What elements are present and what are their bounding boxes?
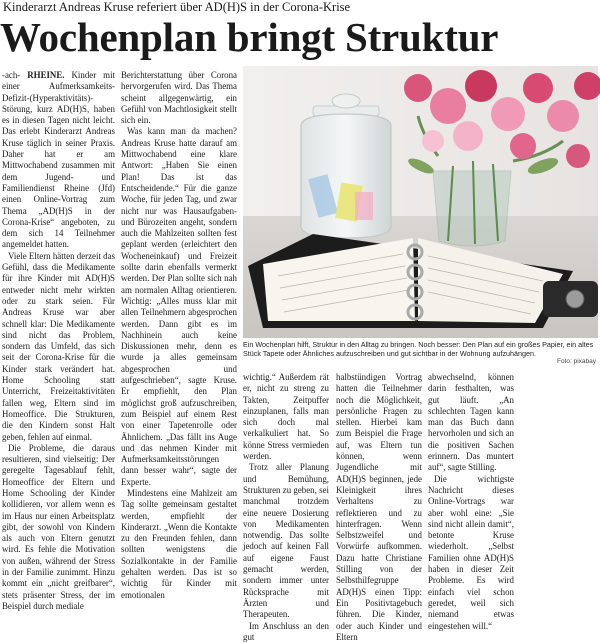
paragraph: halbstündigen Vortrag hatten die Teilnehmer noch die Möglichkeit, persönliche Fragen zu stellen. Hierbei kam zum Beispiel die Frage auf, was Eltern tun können, wenn Jugendliche mit AD(H)S beginnen, jede Kleinigkeit ihres Verhaltens zu reflektieren und zu hinterfragen. Wenn Selbstzweifel und Vorwürfe aufkommen. Dazu hatte Christiane Stilling von der Selbsthilfegruppe AD(H)S einen Tipp: Ein Positivtagebuch führen. Die Kinder, oder auch Kinder und Eltern: [336, 372, 422, 642]
paragraph-text: Kinder mit einer Aufmerksamkeits-Defizit-(Hyperaktivitäts)-Störung, kurz AD(H)S, haben es in diesen Tagen nicht leicht. Das erlebt Kinderarzt Andreas Kruse täglich in seiner Praxis. Daher hat er am Mittwochabend zusammen mit dem Jugend- und Familiendienst Rheine (Jfd) einen Online-Vortrag zum Thema „AD(H)S in der Corona-Krise“ angeboten, zu dem sich 14 Teilnehmer angemeldet hatten.: [2, 70, 115, 250]
article-headline: Wochenplan bringt Struktur: [0, 14, 499, 60]
caption-text: Ein Wochenplan hilft, Struktur in den Alltag zu bringen. Noch besser: Den Plan auf ein großes Papier, ein altes Stück Tapete oder Ähnliches aufzuschreiben und gut sichtbar in der Wohnung aufzuhängen.: [243, 340, 594, 358]
dateline-location: RHEINE.: [27, 70, 65, 80]
photo-caption: [243, 340, 598, 366]
paragraph: Berichterstattung über Corona hervorgerufen wird. Das Thema scheint allgegenwärtig, ein Gefühl von Machtlosigkeit stellt sich ein.: [121, 70, 237, 126]
paragraph: wichtig.“ Außerdem rät er, nicht zu streng zu Takten, Zeitpuffer einzuplanen, falls man sich doch mal verkalkuliert hat. So könne Stress vermieden werden.: [243, 372, 329, 462]
planner-and-flowers-illustration: [243, 66, 598, 338]
text-column-3: [243, 372, 329, 642]
paragraph: Mindestens eine Mahlzeit am Tag sollte gemeinsam gestaltet werden, empfiehlt der Kinderarzt. „Wenn die Kontakte zu den Freunden fehlen, dann sollten wenigstens die Sozialkontakte in der Familie gehalten werden. Das ist so wichtig für Kinder mit emotionalen: [121, 487, 237, 600]
byline-prefix: -ach-: [2, 70, 21, 80]
article-photo: [243, 66, 598, 338]
paragraph: Im Anschluss an den gut: [243, 620, 329, 642]
paragraph: Was kann man da machen? Andreas Kruse hatte darauf am Mittwochabend eine klare Antwort: „Haben Sie einen Plan! Das ist das Entscheidende.“ Für die ganze Woche, für jeden Tag, und zwar nicht nur was Hausaufgaben- und Bürozeiten angeht, sondern auch die Mahlzeiten sollten fest geplant werden (erleichtert den Wocheneinkauf) und Freizeit sollte darin ebenfalls vermerkt werden. Der Plan sollte sich nah am normalen Alltag orientieren. Wichtig: „Alles muss klar mit allen Teilnehmern abgesprochen werden. Dann gibt es im Nachhinein auch keine Diskussionen mehr, denn es wurde ja alles gemeinsam abgesprochen und aufgeschrieben“, sagte Kruse. Er empfiehlt, den Plan möglichst groß aufzuschreiben, zum Beispiel auf einem Rest von einer Tapetenrolle oder Ähnlichem. „Das fällt ins Auge und das nehmen Kinder mit Aufmerksamkeitsstörungen dann besser wahr“, sagte der Experte.: [121, 126, 237, 487]
paragraph: [2, 70, 115, 251]
paragraph: Die wichtigste Nachricht dieses Online-Vortrags war aber wohl eine: „Sie sind nicht allein damit“, betonte Kruse wiederholt. „Selbst Familien ohne AD(H)S haben in dieser Zeit Probleme. Es wird einfach viel schon geredet, weil sich niemand etwas eingestehen will.“: [428, 473, 514, 631]
paragraph: Viele Eltern hätten derzeit das Gefühl, dass die Medikamente für ihre Kinder mit AD(H)S entweder nicht mehr wirkten oder zu stark seien. Für Andreas Kruse war aber schnell klar: Die Medikamente sind nicht das Problem, sondern das Umfeld, das sich seit der Corona-Krise für die Kinder stark verändert hat. Home Schooling statt Unterricht, Freizeitaktivitäten fallen weg, Eltern sind im Homeoffice. Die Strukturen, die den Kindern sonst Halt geben, fehlen auf einmal.: [2, 250, 115, 442]
paragraph: Trotz aller Planung und Bemühung, Strukturen zu geben, sei manchmal trotzdem eine neuere Dosierung von Medikamenten notwendig. Das sollte jedoch auf keinen Fall auf eigene Faust gemacht werden, sondern immer unter Rücksprache mit Ärzten und Therapeuten.: [243, 462, 329, 620]
text-column-4: [336, 372, 422, 642]
photo-credit: Foto: pixabay: [556, 358, 596, 365]
glass-jar: [301, 94, 391, 238]
paragraph: Die Probleme, die daraus resultieren, sind vielseitig: Der geregelte Tagesablauf fehlt, Homeoffice der Eltern und Home Schooling der Kinder kollidieren, vor allem wenn es im Haus nur einen Arbeitsplatz gibt, der sowohl von Kindern als auch von Eltern genutzt wird. Es fehle die Motivation von außen, während der Stress in der Familie zunimmt. Hinzu kommt ein „nicht greifbarer“, stets präsenter Stress, der im Beispiel durch mediale: [2, 442, 115, 611]
text-column-5: [428, 372, 514, 631]
text-column-1: [2, 70, 115, 611]
article-kicker: Kinderarzt Andreas Kruse referiert über AD(H)S in der Corona-Krise: [3, 0, 351, 14]
paragraph: abwechselnd, können darin festhalten, was gut läuft. „An schlechten Tagen kann man das Buch dann hervorholen und sich an die positiven Sachen erinnern. Das muntert auf“, sagte Stilling.: [428, 372, 514, 473]
text-column-2: [121, 70, 237, 600]
